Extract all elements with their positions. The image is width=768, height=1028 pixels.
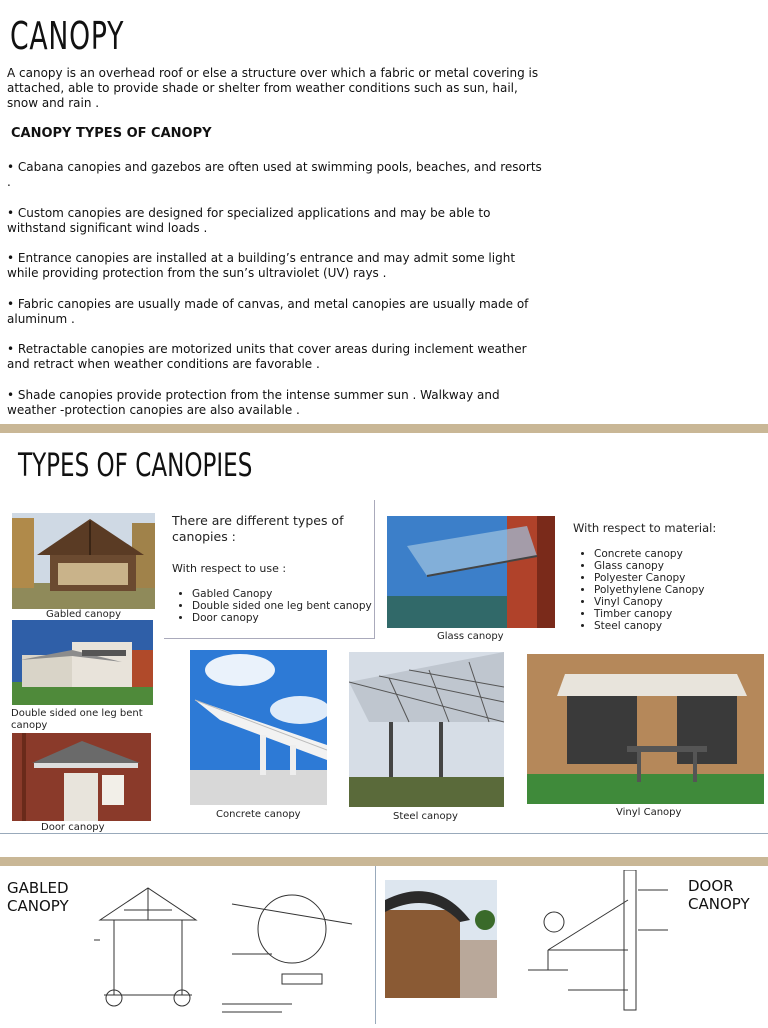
material-item: • Glass canopy: [594, 560, 764, 572]
slide-divider: [0, 857, 768, 866]
material-item: • Polyethylene Canopy: [594, 584, 764, 596]
slide-canopy-definition: [0, 0, 768, 424]
material-item: • Steel canopy: [594, 620, 764, 632]
bullet-retractable: • Retractable canopies are motorized units that cover areas during inclement weather and retract when weather conditions are favorable .: [7, 342, 527, 371]
vertical-rule: [375, 866, 376, 1024]
caption-double: Double sided one leg bent canopy: [11, 708, 143, 731]
section-heading: CANOPY TYPES OF CANOPY: [11, 126, 212, 141]
use-item: • Door canopy: [192, 612, 392, 624]
use-panel: [164, 500, 375, 639]
door-label: DOOR CANOPY: [688, 877, 750, 913]
glass-canopy-photo: [387, 516, 555, 628]
gabled-detail-drawing: [212, 884, 372, 1024]
door-detail-drawing: [508, 870, 678, 1020]
concrete-canopy-photo: [190, 650, 327, 805]
bullet-fabric: • Fabric canopies are usually made of canvas, and metal canopies are usually made of aluminum .: [7, 297, 529, 326]
slide-bottom-rule: [0, 833, 768, 834]
bullet-custom: • Custom canopies are designed for specialized applications and may be able to withstand significant wind loads .: [7, 206, 491, 235]
gabled-canopy-photo: [12, 513, 155, 609]
caption-gabled: Gabled canopy: [46, 609, 122, 620]
door-canopy-photo-2: [385, 880, 497, 998]
use-item: • Gabled Canopy: [192, 588, 392, 600]
slide-title: TYPES OF CANOPIES: [18, 446, 253, 484]
caption-vinyl: Vinyl Canopy: [616, 807, 682, 818]
use-list: [172, 588, 392, 624]
material-item: • Concrete canopy: [594, 548, 764, 560]
caption-door: Door canopy: [41, 822, 105, 833]
material-item: • Polyester Canopy: [594, 572, 764, 584]
types-intro: There are different types of canopies :: [172, 513, 344, 544]
material-item: • Vinyl Canopy: [594, 596, 764, 608]
gabled-label: GABLED CANOPY: [7, 879, 69, 915]
steel-canopy-photo: [349, 652, 504, 807]
door-canopy-photo: [12, 733, 151, 821]
material-item: • Timber canopy: [594, 608, 764, 620]
material-heading: With respect to material:: [573, 521, 717, 535]
intro-paragraph: A canopy is an overhead roof or else a structure over which a fabric or metal covering is attached, able to provide shade or shelter from weather conditions such as sun, hail, snow and rain .: [7, 66, 539, 110]
slide-divider: [0, 424, 768, 433]
material-list: [574, 548, 764, 632]
double-sided-canopy-photo: [12, 620, 153, 705]
gabled-canopy-drawing: [94, 880, 202, 1024]
caption-steel: Steel canopy: [393, 811, 458, 822]
bullet-entrance: • Entrance canopies are installed at a building’s entrance and may admit some light while providing protection from the sun’s ultraviolet (UV) rays .: [7, 251, 516, 280]
caption-concrete: Concrete canopy: [216, 809, 301, 820]
vinyl-canopy-photo: [527, 654, 764, 804]
caption-glass: Glass canopy: [437, 631, 504, 642]
use-heading: With respect to use :: [172, 562, 287, 575]
slide-title: CANOPY: [10, 14, 125, 58]
bullet-shade: • Shade canopies provide protection from the intense summer sun . Walkway and weather -protection canopies are also available .: [7, 388, 500, 417]
bullet-cabana: • Cabana canopies and gazebos are often used at swimming pools, beaches, and resorts .: [7, 160, 542, 189]
use-item: • Double sided one leg bent canopy: [192, 600, 392, 612]
